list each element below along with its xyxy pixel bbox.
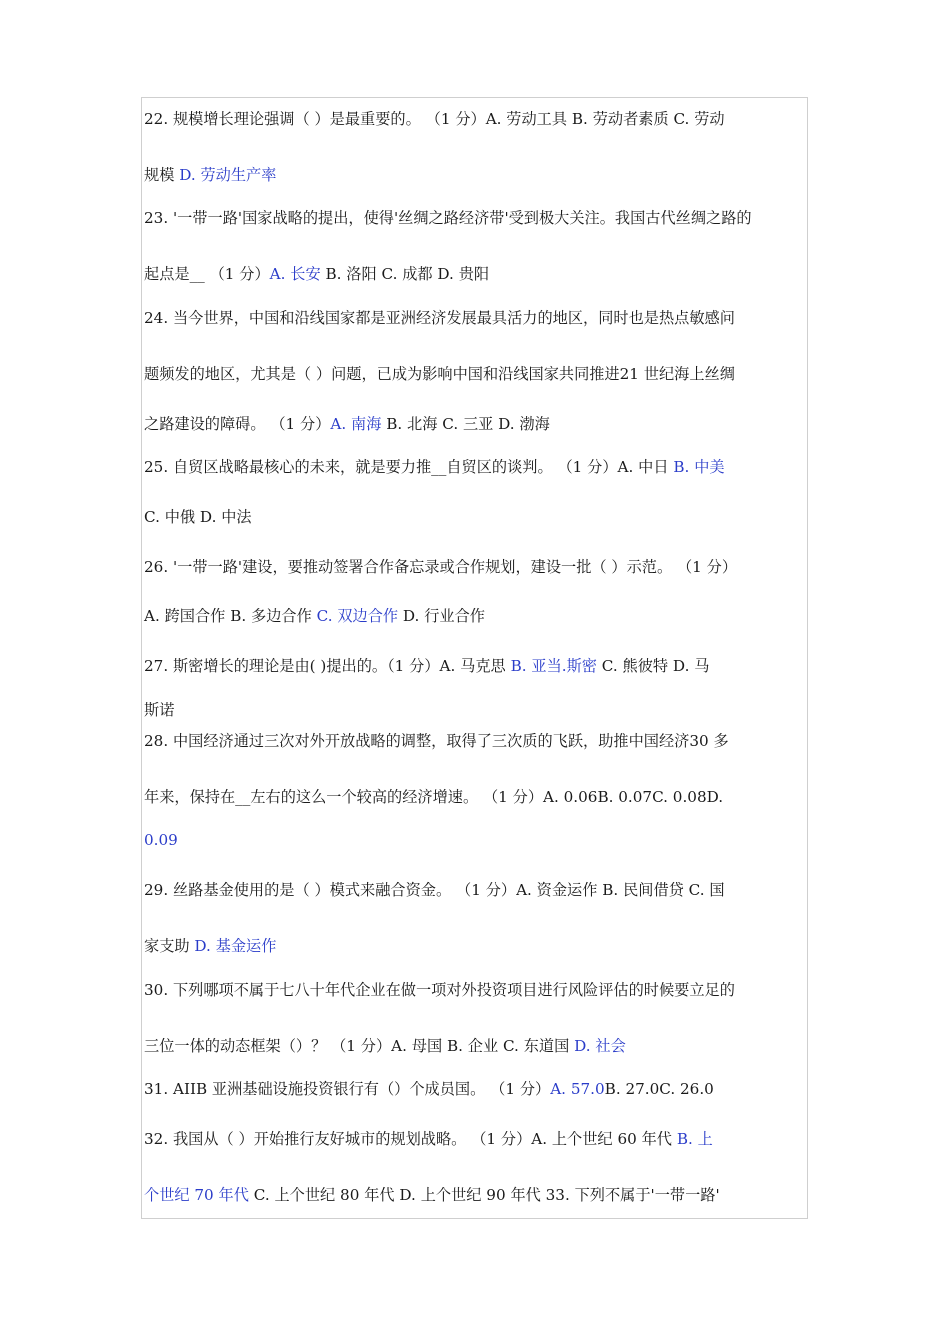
answer-highlight: B. 中美 (673, 458, 725, 476)
text-line-1: 22. 规模增长理论强调（ ）是最重要的。 （1 分）A. 劳动工具 B. 劳动者素质 C. 劳动 (144, 110, 725, 128)
answer-highlight: B. 上 (676, 1130, 713, 1148)
text-line-9: C. 中俄 D. 中法 (144, 508, 252, 526)
text-line-23: 个世纪 70 年代 C. 上个世纪 80 年代 D. 上个世纪 90 年代 33. 下列不属于'一带一路' (144, 1186, 720, 1204)
text-line-13: 斯诺 (144, 701, 175, 719)
answer-highlight: B. 亚当.斯密 (510, 657, 597, 675)
text-line-4: 起点是__ （1 分）A. 长安 B. 洛阳 C. 成都 D. 贵阳 (144, 265, 490, 283)
answer-highlight: C. 双边合作 (316, 607, 399, 625)
answer-highlight: A. 57.0 (550, 1080, 605, 1098)
answer-highlight: D. 社会 (574, 1037, 626, 1055)
text-line-22: 32. 我国从（ ）开始推行友好城市的规划战略。 （1 分）A. 上个世纪 60 年代 B. 上 (144, 1130, 713, 1148)
text-line-21: 31. AIIB 亚洲基础设施投资银行有（）个成员国。 （1 分）A. 57.0B. 27.0C. 26.0 (144, 1080, 714, 1098)
text-line-11: A. 跨国合作 B. 多边合作 C. 双边合作 D. 行业合作 (144, 607, 485, 625)
text-line-5: 24. 当今世界，中国和沿线国家都是亚洲经济发展最具活力的地区，同时也是热点敏感问 (144, 309, 735, 327)
text-line-7: 之路建设的障碍。 （1 分）A. 南海 B. 北海 C. 三亚 D. 渤海 (144, 415, 550, 433)
answer-highlight: 个世纪 70 年代 (144, 1186, 249, 1204)
answer-highlight: D. 基金运作 (194, 937, 277, 955)
text-line-6: 题频发的地区，尤其是（ ）问题，已成为影响中国和沿线国家共同推进21 世纪海上丝绸 (144, 365, 735, 383)
text-line-20: 三位一体的动态框架（）？ （1 分）A. 母国 B. 企业 C. 东道国 D. 社会 (144, 1037, 626, 1055)
text-line-8: 25. 自贸区战略最核心的未来，就是要力推__自贸区的谈判。 （1 分）A. 中日 B. 中美 (144, 458, 725, 476)
text-line-12: 27. 斯密增长的理论是由( )提出的。（1 分）A. 马克思 B. 亚当.斯密 C. 熊彼特 D. 马 (144, 657, 710, 675)
text-line-19: 30. 下列哪项不属于七八十年代企业在做一项对外投资项目进行风险评估的时候要立足的 (144, 981, 735, 999)
answer-highlight: A. 长安 (269, 265, 321, 283)
text-line-10: 26. '一带一路'建设，要推动签署合作备忘录或合作规划，建设一批（ ）示范。 （1 分） (144, 558, 738, 576)
text-line-18: 家支助 D. 基金运作 (144, 937, 277, 955)
text-line-16 (144, 830, 178, 850)
answer-highlight: 0.09 (144, 831, 178, 849)
text-line-14: 28. 中国经济通过三次对外开放战略的调整，取得了三次质的飞跃，助推中国经济30 多 (144, 732, 729, 750)
text-line-17: 29. 丝路基金使用的是（ ）模式来融合资金。 （1 分）A. 资金运作 B. 民间借贷 C. 国 (144, 881, 725, 899)
text-line-3: 23. '一带一路'国家战略的提出，使得'丝绸之路经济带'受到极大关注。我国古代丝绸之路的 (144, 209, 752, 227)
answer-highlight: D. 劳动生产率 (179, 166, 277, 184)
text-line-15: 年来，保持在__左右的这么一个较高的经济增速。 （1 分）A. 0.06B. 0.07C. 0.08D. (144, 788, 724, 806)
text-line-2: 规模 D. 劳动生产率 (144, 166, 277, 184)
answer-highlight: A. 南海 (330, 415, 382, 433)
